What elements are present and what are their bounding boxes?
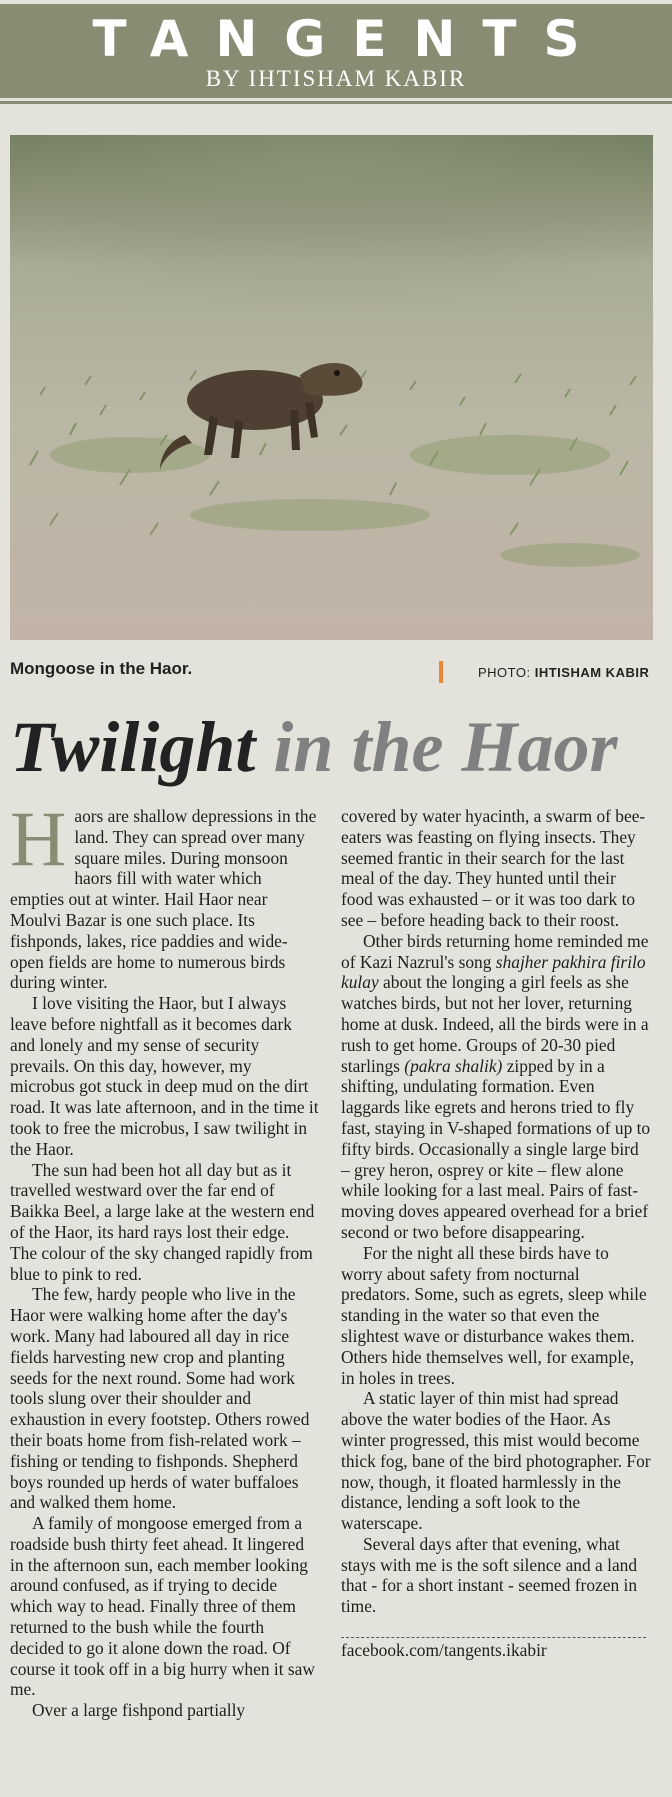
paragraph: A family of mongoose emerged from a roadside bush thirty feet ahead. It lingered in the afternoon sun, each member looking around confused, as if trying to decide which way to head. Finally three of them returned to the bush while the fourth decided to go it alone down the road. Of course it took off in a big hurry when it saw me. [10, 1513, 315, 1700]
headline-part-2: in the Haor [273, 707, 618, 787]
article-column-right [341, 806, 651, 1661]
paragraph: A static layer of thin mist had spread above the water bodies of the Haor. As winter progressed, this mist would become thick fog, bane of the bird photographer. For now, though, it floated harmlessly in the distance, lending a soft look to the waterscape. [341, 1388, 651, 1534]
article-headline [10, 705, 670, 789]
paragraph-text: zipped by in a shifting, undulating formation. Even laggards like egrets and herons tried to fly fast, staying in V-shaped formations of up to fifty birds. Occasionally a single large bird – grey heron, osprey or kite – flew alone while looking for a last meal. Pairs of fast-moving doves appeared overhead for a brief second or two before disappearing. [341, 1055, 651, 1242]
masthead-title: TANGENTS [92, 10, 607, 68]
photo-credit [478, 665, 649, 680]
paragraph [341, 931, 651, 1243]
paragraph-text: aors are shallow depressions in the land. They can spread over many square miles. During monsoon haors fill with water which empties out at winter. Hail Haor near Moulvi Bazar is one such place. Its fishponds, lakes, rice paddies and wide-open fields are home to numerous birds during winter. [10, 806, 317, 993]
footer-divider [341, 1637, 646, 1638]
photo-caption: Mongoose in the Haor. [10, 659, 193, 678]
masthead [0, 4, 672, 98]
paragraph: The sun had been hot all day but as it travelled westward over the far end of Baikka Beel, a large lake at the western end of the Haor, its hard rays lost their edge. The colour of the sky changed rapidly from blue to pink to red. [10, 1159, 315, 1284]
local-name: (pakra shalik) [404, 1055, 503, 1076]
paragraph [10, 795, 320, 993]
article-column-left [10, 795, 320, 1721]
paragraph: The few, hardy people who live in the Haor were walking home after the day's work. Many had laboured all day in rice fields harvesting new crop and planting seeds for the next round. Some had work tools slung over their shoulder and exhaustion in every footstep. Others rowed their boats home from fish-related work – fishing or tending to fishponds. Shepherd boys rounded up herds of water buffaloes and walked them home. [10, 1284, 310, 1513]
photo-credit-name: IHTISHAM KABIR [534, 665, 650, 680]
caption-accent-bar [439, 661, 443, 683]
photo-credit-label: PHOTO: [478, 665, 531, 680]
headline-part-1: Twilight [10, 707, 256, 787]
drop-cap: H [10, 795, 67, 882]
paragraph: I love visiting the Haor, but I always leave before nightfall as it becomes dark and lonely and my sense of security prevails. On this day, however, my microbus got stuck in deep mud on the dirt road. It was late afternoon, and in the time it took to free the microbus, I saw twilight in the Haor. [10, 993, 319, 1159]
paragraph: Several days after that evening, what stays with me is the soft silence and a land that - for a short instant - seemed frozen in time. [341, 1533, 638, 1617]
mongoose-photo [10, 135, 653, 640]
facebook-link[interactable]: facebook.com/tangents.ikabir [341, 1640, 547, 1661]
paragraph-text: about the longing a girl feels as she watches birds, but not her lover, returning home at dusk. Indeed, all the birds were in a rush to get home. Groups of 20-30 pied starlings [341, 972, 649, 1076]
song-title: shajher pakhira firilo kulay [341, 951, 646, 993]
paragraph-text: Other birds returning home reminded me of Kazi Nazrul's song [341, 930, 649, 972]
paragraph: covered by water hyacinth, a swarm of bee-eaters was feasting on flying insects. They seemed frantic in their search for the last meal of the day. They hunted until their food was exhausted – or it was too dark to see – before heading back to their roost. [341, 806, 646, 930]
masthead-byline: BY IHTISHAM KABIR [205, 66, 467, 91]
masthead-rule [0, 101, 672, 104]
paragraph: Over a large fishpond partially [32, 1700, 246, 1721]
paragraph: For the night all these birds have to worry about safety from nocturnal predators. Some, such as egrets, sleep while standing in the water so that even the slightest wave or disturbance wakes them. Others hide themselves well, for example, in holes in trees. [341, 1242, 647, 1388]
